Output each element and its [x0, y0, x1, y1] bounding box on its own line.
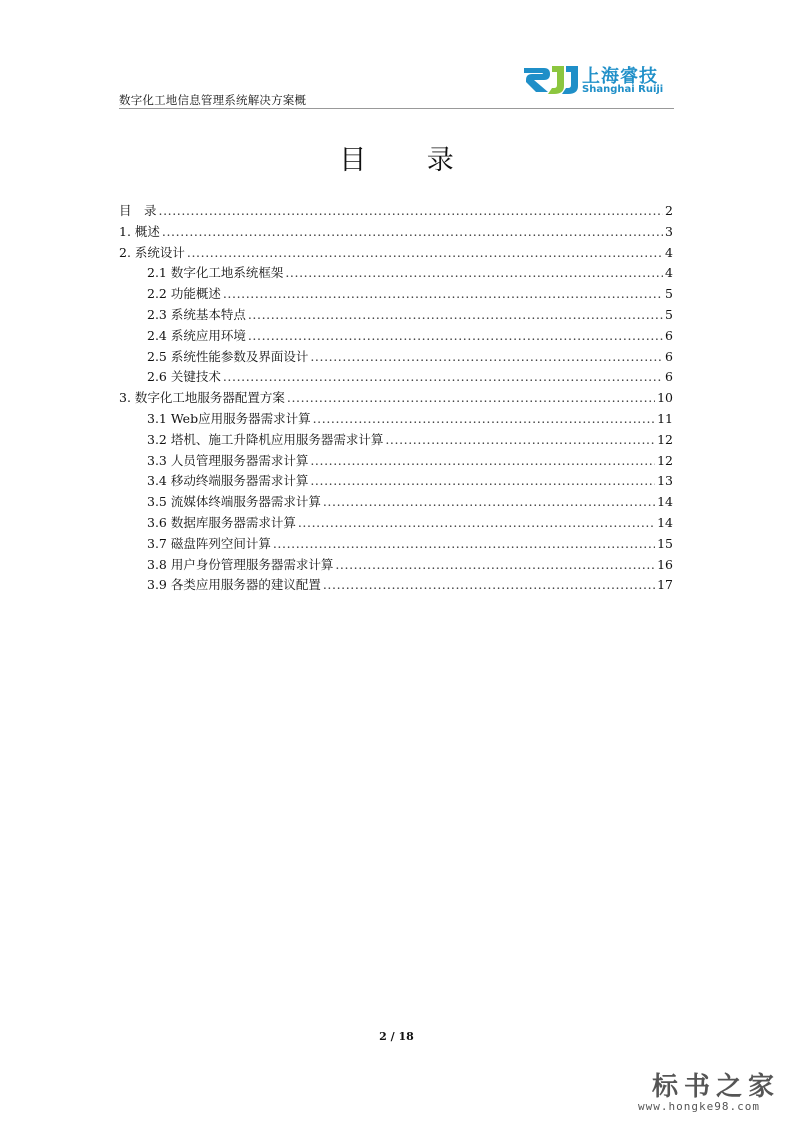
toc-dot-leader — [335, 557, 655, 572]
toc-dot-leader — [313, 411, 656, 426]
toc-entry[interactable] — [119, 471, 673, 492]
toc-dot-leader — [310, 349, 663, 364]
toc-entry[interactable] — [119, 284, 673, 305]
toc-entry-title: 2.2 功能概述 — [147, 286, 221, 302]
toc-entry-title: 2.3 系统基本特点 — [147, 306, 246, 322]
toc-dot-leader — [310, 453, 655, 468]
toc-entry-page: 6 — [665, 327, 673, 343]
toc-dot-leader — [187, 245, 663, 260]
toc-dot-leader — [285, 265, 663, 280]
toc-entry-title: 1. 概述 — [119, 223, 160, 239]
toc-entry-page: 12 — [657, 452, 673, 468]
toc-entry-page: 11 — [657, 410, 673, 426]
toc-entry-title: 2.4 系统应用环境 — [147, 327, 246, 343]
page-title: 目 录 — [339, 145, 480, 176]
toc-entry-title: 3.3 人员管理服务器需求计算 — [147, 452, 309, 468]
toc-entry-title: 3.2 塔机、施工升降机应用服务器需求计算 — [147, 431, 384, 447]
toc-entry[interactable] — [119, 243, 673, 264]
toc-dot-leader — [385, 432, 655, 447]
logo-mark-icon — [522, 60, 580, 96]
toc-entry-page: 14 — [657, 514, 673, 530]
watermark — [612, 1062, 792, 1118]
toc-entry[interactable] — [119, 409, 673, 430]
toc-entry-title: 3.4 移动终端服务器需求计算 — [147, 473, 309, 489]
table-of-contents — [119, 201, 673, 596]
toc-entry-title: 3.9 各类应用服务器的建议配置 — [147, 577, 321, 593]
toc-entry-title: 3. 数字化工地服务器配置方案 — [119, 390, 285, 406]
toc-dot-leader — [287, 390, 655, 405]
toc-dot-leader — [248, 328, 663, 343]
toc-entry[interactable] — [119, 263, 673, 284]
toc-entry-page: 17 — [657, 577, 673, 593]
toc-entry-page: 5 — [665, 306, 673, 322]
page-number: 2 / 18 — [379, 1030, 414, 1043]
toc-entry[interactable] — [119, 388, 673, 409]
toc-entry-title: 2.5 系统性能参数及界面设计 — [147, 348, 309, 364]
toc-entry-page: 6 — [665, 369, 673, 385]
toc-dot-leader — [323, 577, 655, 592]
toc-entry-page: 16 — [657, 556, 673, 572]
toc-entry-title: 3.8 用户身份管理服务器需求计算 — [147, 556, 334, 572]
toc-entry-page: 15 — [657, 535, 673, 551]
company-logo — [522, 60, 672, 100]
toc-dot-leader — [223, 286, 663, 301]
toc-entry-title: 2.1 数字化工地系统框架 — [147, 265, 284, 281]
toc-entry-title: 3.5 流媒体终端服务器需求计算 — [147, 494, 321, 510]
toc-entry[interactable] — [119, 222, 673, 243]
toc-entry-page: 12 — [657, 431, 673, 447]
toc-dot-leader — [298, 515, 655, 530]
toc-entry[interactable] — [119, 534, 673, 555]
toc-entry[interactable] — [119, 326, 673, 347]
toc-dot-leader — [248, 307, 663, 322]
toc-dot-leader — [159, 203, 664, 218]
toc-entry[interactable] — [119, 367, 673, 388]
toc-entry-title: 目 录 — [119, 203, 157, 218]
watermark-text: 标书之家 — [652, 1072, 781, 1102]
toc-entry-title: 2. 系统设计 — [119, 244, 185, 260]
toc-entry[interactable] — [119, 347, 673, 368]
toc-entry-title: 3.6 数据库服务器需求计算 — [147, 514, 296, 530]
toc-dot-leader — [273, 536, 655, 551]
toc-entry[interactable] — [119, 201, 673, 222]
toc-entry[interactable] — [119, 430, 673, 451]
toc-entry-page: 10 — [657, 390, 673, 406]
toc-dot-leader — [162, 224, 663, 239]
toc-entry[interactable] — [119, 305, 673, 326]
toc-entry-title: 3.1 Web应用服务器需求计算 — [147, 410, 311, 426]
toc-dot-leader — [310, 473, 655, 488]
toc-entry-page: 2 — [665, 203, 673, 218]
toc-entry[interactable] — [119, 451, 673, 472]
toc-dot-leader — [323, 494, 655, 509]
toc-entry-page: 14 — [657, 494, 673, 510]
logo-name-cn: 上海睿技 — [582, 66, 658, 87]
toc-entry-page: 4 — [665, 265, 673, 281]
toc-entry-page: 6 — [665, 348, 673, 364]
toc-entry-page: 13 — [657, 473, 673, 489]
toc-entry-page: 5 — [665, 286, 673, 302]
watermark-url: www.hongke98.com — [638, 1100, 760, 1113]
toc-entry-page: 3 — [665, 223, 673, 239]
toc-entry[interactable] — [119, 492, 673, 513]
header-document-title: 数字化工地信息管理系统解决方案概 — [119, 93, 307, 107]
toc-entry[interactable] — [119, 513, 673, 534]
toc-entry[interactable] — [119, 555, 673, 576]
toc-entry-title: 2.6 关键技术 — [147, 369, 221, 385]
toc-dot-leader — [223, 369, 663, 384]
toc-entry[interactable] — [119, 575, 673, 596]
toc-entry-title: 3.7 磁盘阵列空间计算 — [147, 535, 271, 551]
header-divider — [119, 108, 674, 109]
logo-name-en: Shanghai Ruiji — [582, 84, 664, 95]
toc-entry-page: 4 — [665, 244, 673, 260]
